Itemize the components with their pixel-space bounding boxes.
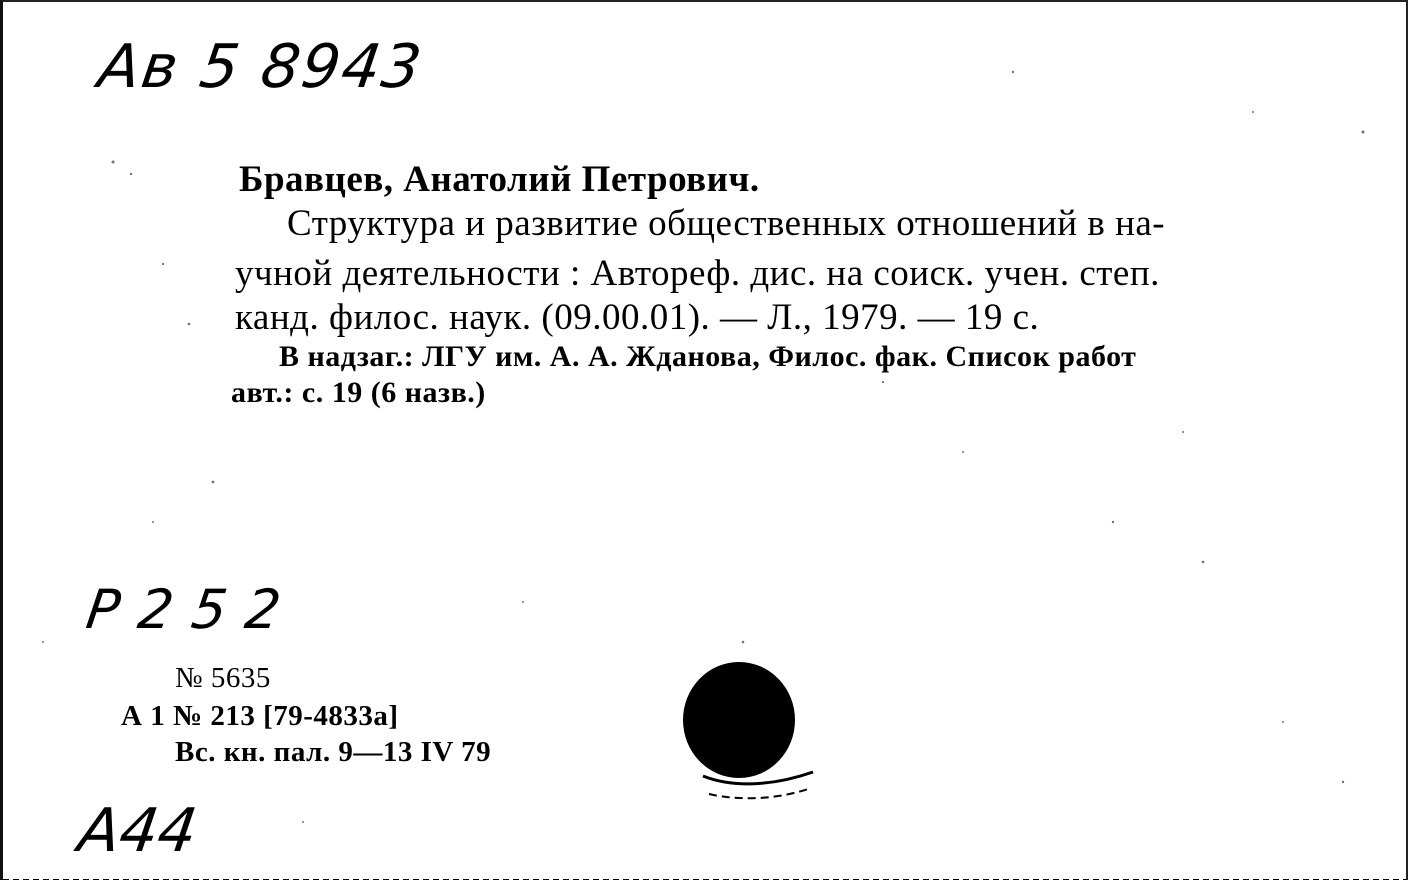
note-line-1: В надзаг.: ЛГУ им. А. А. Жданова, Филос. фак. Список работ xyxy=(279,340,1137,373)
author-heading: Бравцев, Анатолий Петрович. xyxy=(239,159,760,200)
note-line-2: авт.: с. 19 (6 назв.) xyxy=(231,376,486,409)
handwritten-classification: P 2 5 2 xyxy=(82,578,286,641)
registry-code: А 1 № 213 [79-4833а] xyxy=(121,700,399,732)
title-line-3: канд. филос. наук. (09.00.01). — Л., 1979. — 19 с. xyxy=(235,297,1040,338)
registry-chamber: Вс. кн. пал. 9—13 IV 79 xyxy=(175,736,492,768)
handwritten-index: А44 xyxy=(74,796,202,866)
title-line-2: учной деятельности : Автореф. дис. на соиск. учен. степ. xyxy=(235,253,1160,294)
title-line-1: Структура и развитие общественных отношений в на- xyxy=(287,203,1166,244)
registry-number: № 5635 xyxy=(175,662,271,694)
handwritten-shelf-code: Ав 5 8943 xyxy=(94,32,428,102)
punch-hole-tail xyxy=(693,758,823,808)
